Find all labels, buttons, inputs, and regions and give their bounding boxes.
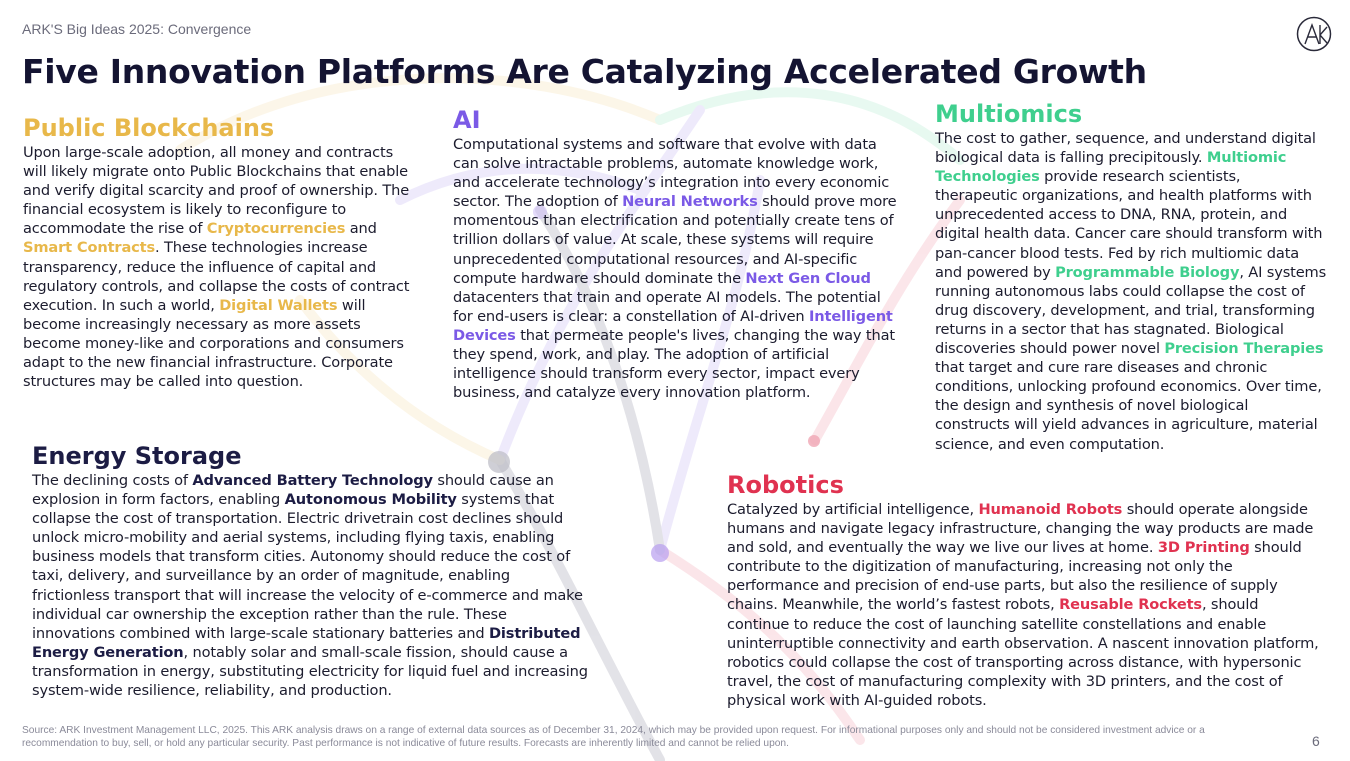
platform-robotics [727, 470, 1325, 710]
description-text: The declining costs of [32, 472, 193, 489]
description-text: . These technologies increase transparency, reduce the influence of capital and regulatory controls, and collapse the costs of contract execution. In such a world, [23, 239, 410, 314]
keyword-highlight: Next Gen Cloud [745, 269, 871, 287]
keyword-highlight: Distributed Energy Generation [32, 624, 581, 661]
platform-multiomics [935, 99, 1327, 454]
platform-public-blockchains [23, 113, 415, 391]
platform-ai [453, 105, 900, 402]
description-text: should contribute to the digitization of manufacturing, increasing not only the performance and precision of end-use parts, but also the resilience of supply chains. Meanwhile, the world’s fastest robots, [727, 539, 1302, 614]
keyword-highlight: Intelligent Devices [453, 307, 893, 344]
ark-logo-icon [1296, 16, 1332, 52]
description-text: should prove more momentous than electrification and potentially create tens of trillion dollars of value. At scale, these systems will require unprecedented computational resources, and AI-specific compute hardware should dominate the [453, 193, 897, 287]
platform-energy-storage [32, 441, 592, 700]
keyword-highlight: 3D Printing [1157, 539, 1250, 557]
keyword-highlight: Advanced Battery Technology [192, 472, 433, 489]
description-text: provide research scientists, therapeutic organizations, and health platforms with unprecedented access to DNA, RNA, protein, and digital health data. Cancer care should transform with pan-cancer blood tests. Fed by rich multiomic data and powered by [935, 168, 1323, 281]
platform-title: AI [453, 106, 481, 134]
source-disclaimer: Source: ARK Investment Management LLC, 2025. This ARK analysis draws on a range of external data sources as of December 31, 2024, which may be provided upon request. For informational purposes only and should not be considered investment advice or a recommendation to buy, sell, or hold any particular security. Past performance is not indicative of future results. Forecasts are inherently limited and cannot be relied upon. [22, 725, 1205, 749]
description-text: datacenters that train and operate AI models. The potential for end-users is clear: a constellation of AI-driven [453, 288, 881, 325]
keyword-highlight: Precision Therapies [1164, 340, 1324, 358]
keyword-highlight: Reusable Rockets [1059, 596, 1202, 614]
platform-description [727, 500, 1325, 710]
keyword-highlight: Programmable Biology [1055, 263, 1240, 281]
keyword-highlight: Autonomous Mobility [284, 491, 457, 509]
platform-title: Energy Storage [32, 442, 242, 470]
keyword-highlight: Smart Contracts [23, 239, 156, 257]
platform-description [453, 135, 900, 402]
description-text: , AI systems running autonomous labs could collapse the cost of drug discovery, development, and trial, transforming returns in a sector that has stagnated. Biological discoveries should power novel [935, 263, 1327, 358]
platform-title: Multiomics [935, 100, 1083, 128]
description-text: that target and cure rare diseases and chronic conditions, unlocking profound economics. Over time, the design and synthesis of novel biological constructs will yield advances in agriculture, material science, and even computation. [935, 359, 1322, 453]
keyword-highlight: Digital Wallets [219, 296, 338, 314]
description-text: The cost to gather, sequence, and understand digital biological data is falling precipitously. [935, 130, 1316, 167]
description-text: should operate alongside humans and navigate legacy infrastructure, changing the way products are made and sold, and eventually the way we live our lives at home. [727, 501, 1314, 557]
description-text: that permeate people's lives, changing the way that they spend, work, and play. The adoption of artificial intelligence should transform every sector, impact every business, and catalyze every innovation platform. [453, 326, 895, 402]
description-text: Upon large-scale adoption, all money and contracts will likely migrate onto Public Blockchains that enable and verify digital scarcity and proof of ownership. The financial ecosystem is likely to reconfigure to accommodate the rise of [23, 144, 410, 238]
description-text: should cause an explosion in form factors, enabling [32, 472, 554, 509]
description-text: will become increasingly necessary as more assets become money-like and corporations and consumers adapt to the new financial infrastructure. Corporate structures may be called into question. [23, 296, 404, 391]
description-text: systems that collapse the cost of transportation. Electric drivetrain cost declines should unlock micro-mobility and aerial systems, including flying taxis, enabling business models that transform cities. Autonomy should reduce the cost of taxi, delivery, and surveillance by an order of magnitude, enabling frictionless transport that will increase the velocity of e-commerce and make individual car ownership the exception rather than the rule. These innovations combined with large-scale stationary batteries and [32, 491, 583, 642]
keyword-highlight: Cryptocurrencies [206, 220, 346, 238]
platform-description [935, 129, 1327, 454]
platform-title: Public Blockchains [23, 114, 275, 142]
report-series-label: ARK'S Big Ideas 2025: Convergence [22, 21, 252, 37]
description-text: , should continue to reduce the cost of launching satellite constellations and enable uninterruptible connectivity and earth observation. A nascent innovation platform, robotics could collapse the cost of transporting across distance, with hypersonic travel, the cost of manufacturing complexity with 3D printers, and the cost of physical work with AI-guided robots. [727, 596, 1319, 709]
description-text: , notably solar and small-scale fission, should cause a transformation in energy, substituting electricity for liquid fuel and increasing system-wide resilience, reliability, and production. [32, 643, 588, 700]
description-text: and [345, 220, 377, 238]
page-title: Five Innovation Platforms Are Catalyzing Accelerated Growth [22, 52, 1147, 91]
keyword-highlight: Multiomic Technologies [935, 149, 1287, 186]
description-text: Catalyzed by artificial intelligence, [727, 501, 979, 518]
platform-description [23, 143, 415, 391]
platform-title: Robotics [727, 471, 844, 499]
page-number: 6 [1312, 733, 1320, 749]
keyword-highlight: Neural Networks [622, 193, 758, 211]
description-text: Computational systems and software that evolve with data can solve intractable problems, automate knowledge work, and accelerate technology’s integration into every economic sector. The adoption of [453, 136, 890, 211]
keyword-highlight: Humanoid Robots [978, 501, 1123, 518]
platform-description [32, 471, 592, 700]
